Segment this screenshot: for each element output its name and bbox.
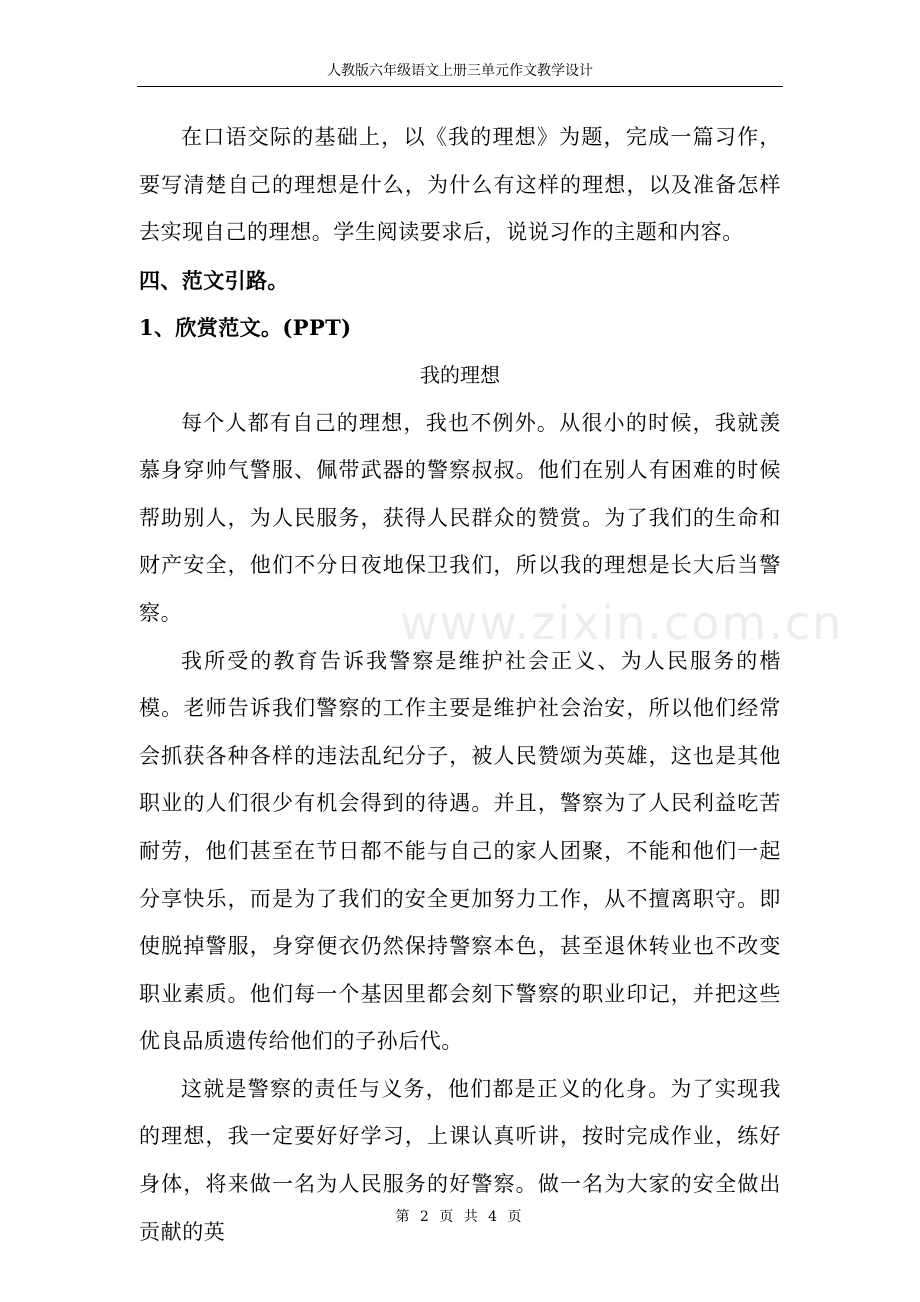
page-header: 人教版六年级语文上册三单元作文教学设计 [327,63,593,79]
essay-paragraph-2: 我所受的教育告诉我警察是维护社会正义、为人民服务的楷模。老师告诉我们警察的工作主要是维护社会治安，所以他们经常会抓获各种各样的违法乱纪分子，被人民赞颂为英雄，这也是其他职业的人们很少有机会得到的待遇。并且，警察为了人民利益吃苦耐劳，他们甚至在节日都不能与自己的家人团聚，不能和他们一起分享快乐，而是为了我们的安全更加努力工作，从不擅离职守。即使脱掉警服，身穿便衣仍然保持警察本色，甚至退休转业也不改变职业素质。他们每一个基因里都会刻下警察的职业印记，并把这些优良品质遗传给他们的子孙后代。 [139,648,781,1054]
essay-paragraph-3: 这就是警察的责任与义务，他们都是正义的化身。为了实现我的理想，我一定要好好学习，上课认真听讲，按时完成作业，练好身体，将来做一名为人民服务的好警察。做一名为大家的安全做出贡献的英 [139,1076,781,1244]
section-heading: 四、范文引路。 [139,267,289,293]
essay-paragraph-1: 每个人都有自己的理想，我也不例外。从很小的时候，我就羡慕身穿帅气警服、佩带武器的警察叔叔。他们在别人有困难的时候帮助别人，为人民服务，获得人民群众的赞赏。为了我们的生命和财产安全，他们不分日夜地保卫我们，所以我的理想是长大后当警察。 [139,410,781,625]
document-body [139,114,781,1256]
page-footer: 第 2 页 共 4 页 [395,1209,525,1225]
intro-paragraph: 在口语交际的基础上，以《我的理想》为题，完成一篇习作，要写清楚自己的理想是什么，为什么有这样的理想，以及准备怎样去实现自己的理想。学生阅读要求后，说说习作的主题和内容。 [139,125,781,245]
essay-title: 我的理想 [420,362,500,387]
header-divider [137,86,783,87]
subsection-heading: 1、欣赏范文。(PPT) [139,315,352,341]
watermark: www.zixin.com.cn [400,596,844,650]
